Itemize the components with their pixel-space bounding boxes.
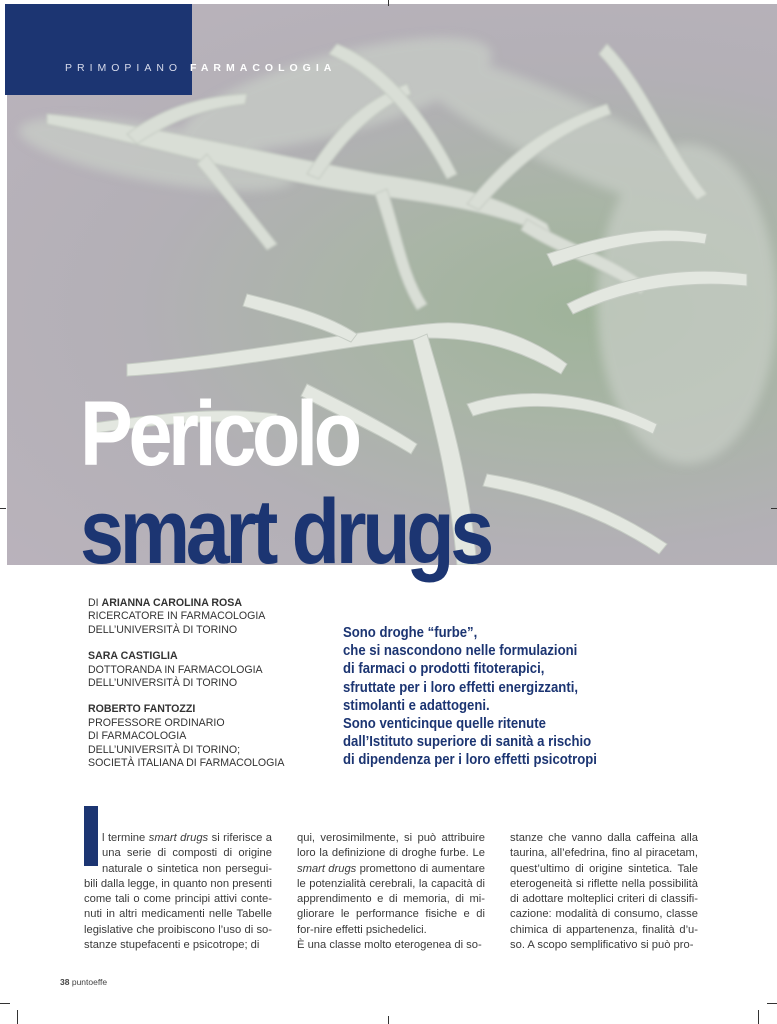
author-role: DELL’UNIVERSITÀ DI TORINO; (88, 743, 241, 756)
lead-line: dall’Istituto superiore di sanità a rischio (343, 734, 592, 751)
crop-mark (758, 1010, 759, 1024)
page-number: 38 (60, 977, 70, 987)
author-name: ROBERTO FANTOZZI (88, 703, 196, 716)
crop-mark (0, 508, 6, 509)
lead-paragraph (343, 624, 640, 770)
body-text: qui, verosimilmente, si può attribuire loro la definizione di droghe furbe. Le (297, 832, 485, 860)
author-role: DELL’UNIVERSITÀ DI TORINO (88, 623, 238, 636)
page-footer (60, 977, 107, 987)
author-role: DOTTORANDA IN FARMACOLOGIA (88, 663, 263, 676)
author-role: DI FARMACOLOGIA (88, 730, 187, 743)
lead-line: che si nascondono nelle formulazioni (343, 643, 578, 660)
by-prefix: DI (88, 597, 99, 609)
author-role: SOCIETÀ ITALIANA DI FARMACOLOGIA (88, 757, 285, 770)
author-name: SARA CASTIGLIA (88, 650, 178, 663)
headline-line-2: smart drugs (80, 481, 490, 583)
body-text: È una classe molto eterogenea di so- (297, 939, 482, 952)
lead-line: Sono droghe “furbe”, (343, 625, 478, 641)
category-label: FARMACOLOGIA (190, 62, 337, 74)
crop-mark (771, 508, 777, 509)
body-column-1 (84, 831, 272, 953)
crop-mark (767, 1003, 777, 1004)
lead-line: di farmaci o prodotti fitoterapici, (343, 661, 545, 678)
headline-line-1: Pericolo (80, 383, 358, 485)
body-column-3: stanze che vanno dalla caffeina alla taurina, all’efedrina, fino al piracetam, quest’ultimo di origine sintetica. Tale eterogeneità si riflette nella possibilità di adottare molteplici criteri di classifi-cazione: modalità di consumo, classe chimica di appartenenza, finalità d’u-so. A scopo semplificativo si può pro- (510, 832, 698, 952)
lead-line: Sono venticinque quelle ritenute (343, 716, 546, 733)
author-role: PROFESSORE ORDINARIO (88, 716, 225, 729)
author-block (88, 703, 348, 770)
author-block (88, 650, 348, 690)
section-label: PRIMOPIANO (65, 62, 183, 74)
author-name: ARIANNA CAROLINA ROSA (101, 597, 243, 609)
author-block (88, 597, 348, 637)
author-credits (88, 597, 348, 783)
lead-line: sfruttate per i loro effetti energizzanti, (343, 679, 578, 696)
lead-line: stimolanti e adattogeni. (343, 697, 490, 714)
body-text: l termine (102, 832, 149, 844)
lead-line: di dipendenza per i loro effetti psicotropi (343, 752, 597, 769)
crop-mark (388, 1016, 389, 1024)
body-emphasis: smart drugs (297, 862, 357, 875)
body-column-2 (297, 831, 485, 953)
drop-cap-bar (84, 806, 98, 866)
section-tag (65, 62, 336, 74)
section-tag-box (5, 4, 337, 95)
body-emphasis: smart drugs (148, 832, 209, 844)
crop-mark (0, 1003, 10, 1004)
crop-mark (17, 1010, 18, 1024)
body-text: si riferisce a una serie di composti di origine naturale o sintetica non persegui-bili dalla legge, in quanto non presenti come tali o come principi attivi conte-nuti in altri medicamenti nelle Tabelle legislative che proibiscono l’uso di so-stanze stupefacenti e psicotrope; di (84, 832, 272, 952)
author-role: RICERCATORE IN FARMACOLOGIA (88, 610, 266, 623)
body-text: promettono di aumentare le potenzialità cerebrali, la capacità di apprendimento e di memoria, di mi-gliorare le performance fisiche e di for-nire effetti psichedelici. (297, 862, 485, 936)
author-role: DELL’UNIVERSITÀ DI TORINO (88, 677, 238, 690)
publication-name: puntoeffe (71, 977, 108, 987)
crop-mark (388, 0, 389, 6)
